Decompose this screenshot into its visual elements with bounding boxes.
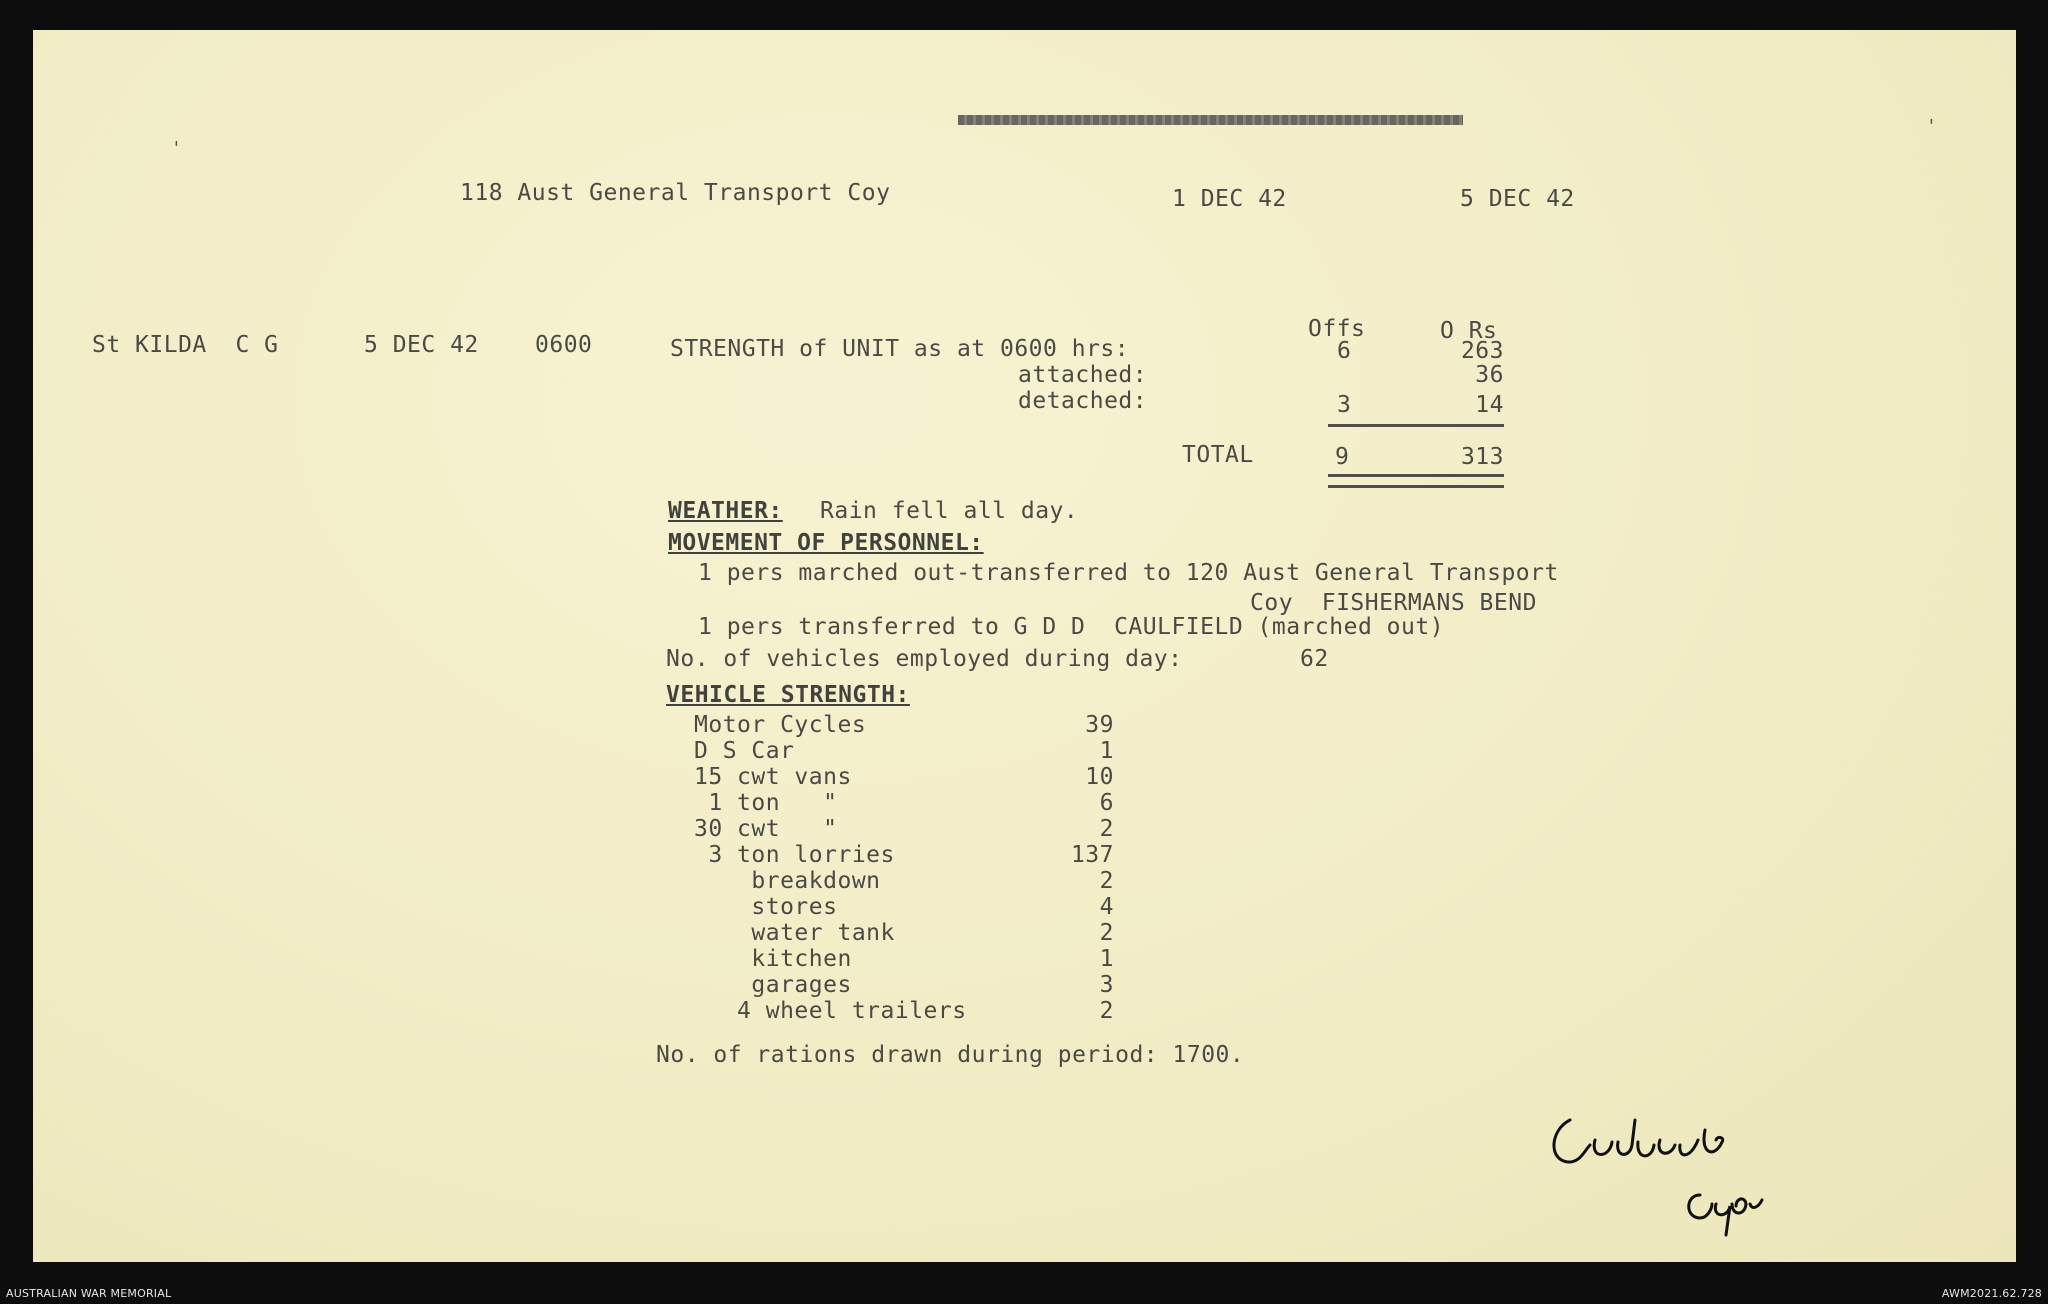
- vehicle-row-label: 4 wheel trailers: [694, 998, 967, 1024]
- vehicle-row-label: 3 ton lorries: [694, 842, 895, 868]
- vehicle-strength-heading: VEHICLE STRENGTH:: [666, 682, 910, 708]
- date-from: 1 DEC 42: [1172, 186, 1287, 212]
- detached-offs: 3: [1337, 392, 1352, 418]
- rations-line: No. of rations drawn during period: 1700.: [656, 1042, 1245, 1068]
- vehicles-employed-value: 62: [1300, 646, 1329, 672]
- weather-text: Rain fell all day.: [820, 498, 1079, 524]
- redaction-bar: [958, 115, 1463, 125]
- date-to: 5 DEC 42: [1460, 186, 1575, 212]
- footer-accession: AWM2021.62.728: [1941, 1287, 2042, 1300]
- strength-label: STRENGTH of UNIT as at 0600 hrs:: [670, 336, 1130, 362]
- unit-name: 118 Aust General Transport Coy: [460, 180, 891, 206]
- vehicle-row-label: Motor Cycles: [694, 712, 867, 738]
- entry-time: 0600: [535, 332, 593, 358]
- vehicles-employed-label: No. of vehicles employed during day:: [666, 646, 1183, 672]
- detached-label: detached:: [1018, 388, 1148, 414]
- vehicle-row-value: 2: [1099, 816, 1114, 842]
- vehicle-row-label: 30 cwt ": [694, 816, 838, 842]
- weather-label: WEATHER:: [668, 498, 783, 524]
- vehicle-row-value: 2: [1099, 998, 1114, 1024]
- col-ors-header: O Rs: [1440, 318, 1498, 344]
- handwritten-signature: [1540, 1100, 1840, 1250]
- total-label: TOTAL: [1182, 442, 1254, 468]
- col-offs-header: Offs: [1308, 316, 1366, 342]
- vehicle-row-value: 4: [1099, 894, 1114, 920]
- strength-ors: 263: [1460, 338, 1504, 364]
- vehicle-row-label: water tank: [694, 920, 895, 946]
- total-ors: 313: [1460, 444, 1504, 470]
- movement-line-1b: Coy FISHERMANS BEND: [1250, 590, 1537, 616]
- total-offs: 9: [1335, 444, 1350, 470]
- vehicle-row-value: 3: [1099, 972, 1114, 998]
- movement-heading: MOVEMENT OF PERSONNEL:: [668, 530, 984, 556]
- vehicle-row-label: kitchen: [694, 946, 852, 972]
- vehicle-row-value: 39: [1085, 712, 1114, 738]
- vehicle-row-value: 137: [1070, 842, 1114, 868]
- subtotal-rule: [1328, 424, 1504, 427]
- vehicle-row-label: stores: [694, 894, 838, 920]
- footer-credit: AUSTRALIAN WAR MEMORIAL: [6, 1287, 172, 1300]
- punch-mark: ': [171, 138, 182, 159]
- movement-line-1: 1 pers marched out-transferred to 120 Aust General Transport: [698, 560, 1559, 586]
- punch-mark: ': [1926, 116, 1937, 137]
- entry-place: St KILDA C G: [92, 332, 279, 358]
- vehicle-row-label: 1 ton ": [694, 790, 838, 816]
- entry-date: 5 DEC 42: [364, 332, 479, 358]
- vehicle-row-label: D S Car: [694, 738, 795, 764]
- vehicle-row-value: 2: [1099, 920, 1114, 946]
- vehicle-row-value: 10: [1085, 764, 1114, 790]
- vehicle-row-value: 2: [1099, 868, 1114, 894]
- detached-ors: 14: [1475, 392, 1504, 418]
- attached-ors: 36: [1475, 362, 1504, 388]
- vehicle-row-label: breakdown: [694, 868, 881, 894]
- vehicle-row-value: 1: [1099, 946, 1114, 972]
- vehicle-row-label: garages: [694, 972, 852, 998]
- vehicle-row-label: 15 cwt vans: [694, 764, 852, 790]
- strength-offs: 6: [1337, 338, 1352, 364]
- total-double-rule: [1328, 474, 1504, 488]
- movement-line-2: 1 pers transferred to G D D CAULFIELD (marched out): [698, 614, 1445, 640]
- vehicle-row-value: 6: [1099, 790, 1114, 816]
- vehicle-row-value: 1: [1099, 738, 1114, 764]
- attached-label: attached:: [1018, 362, 1148, 388]
